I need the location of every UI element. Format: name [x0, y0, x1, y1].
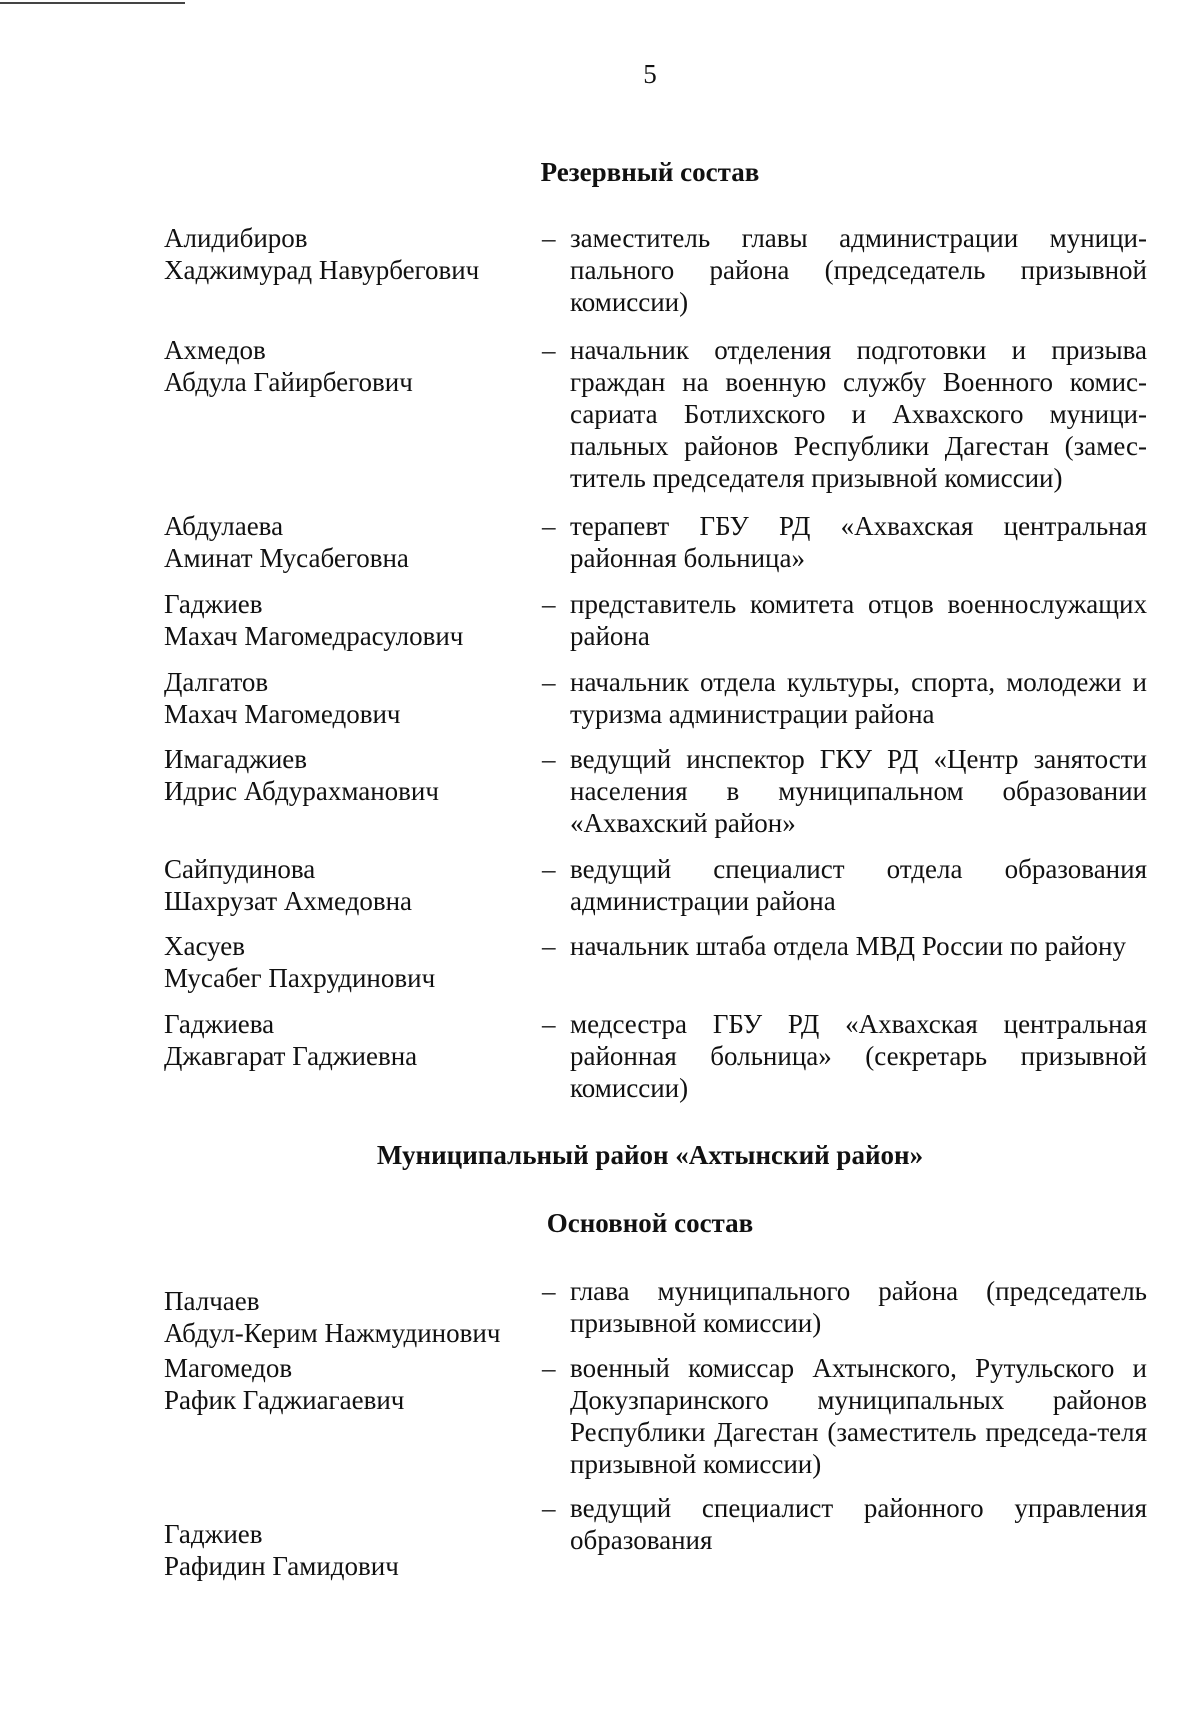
- member-role: ведущий инспектор ГКУ РД «Центр занятости населения в муниципальном образовании «Ахвахский район»: [570, 744, 1147, 838]
- member-role: начальник отделения подготовки и призыва граждан на военную службу Военного комис-сариата Ботлихского и Ахвахского муници-пальных районов Республики Дагестан (замес-титель председателя призывной комиссии): [570, 335, 1147, 493]
- dash: –: [542, 744, 556, 774]
- scan-edge-line: [0, 2, 185, 4]
- member-role: военный комиссар Ахтынского, Рутульского и Докузпаринского муниципальных районов Республики Дагестан (заместитель председа-теля призывной комиссии): [570, 1353, 1147, 1479]
- member-name: Магомедов Рафик Гаджиагаевич: [164, 1353, 405, 1415]
- page-number: 5: [643, 59, 657, 89]
- member-role: глава муниципального района (председатель призывной комиссии): [570, 1276, 1147, 1338]
- dash: –: [542, 1353, 556, 1383]
- member-name: Гаджиева Джавгарат Гаджиевна: [164, 1009, 418, 1071]
- member-name: Ахмедов Абдула Гайирбегович: [164, 335, 413, 397]
- member-role: начальник штаба отдела МВД России по району: [570, 931, 1126, 961]
- dash: –: [542, 223, 556, 253]
- member-role: ведущий специалист отдела образования администрации района: [570, 854, 1147, 916]
- member-role: представитель комитета отцов военнослужащих района: [570, 589, 1147, 651]
- member-name: Далгатов Махач Магомедович: [164, 667, 401, 729]
- dash: –: [542, 589, 556, 619]
- member-name: Хасуев Мусабег Пахрудинович: [164, 931, 436, 993]
- member-name: Абдулаева Аминат Мусабеговна: [164, 511, 409, 573]
- member-role: начальник отдела культуры, спорта, молодежи и туризма администрации района: [570, 667, 1147, 729]
- member-name: Палчаев Абдул-Керим Нажмудинович: [164, 1286, 501, 1348]
- dash: –: [542, 931, 556, 961]
- member-name: Гаджиев Рафидин Гамидович: [164, 1519, 399, 1581]
- member-name: Имагаджиев Идрис Абдурахманович: [164, 744, 439, 806]
- member-role: заместитель главы администрации муници-пального района (председатель призывной комиссии): [570, 223, 1147, 317]
- dash: –: [542, 1009, 556, 1039]
- dash: –: [542, 1276, 556, 1306]
- dash: –: [542, 335, 556, 365]
- member-role: терапевт ГБУ РД «Ахвахская центральная районная больница»: [570, 511, 1147, 573]
- heading-reserve-composition: Резервный состав: [540, 157, 760, 187]
- member-name: Сайпудинова Шахрузат Ахмедовна: [164, 854, 412, 916]
- member-role: ведущий специалист районного управления образования: [570, 1493, 1147, 1555]
- member-name: Алидибиров Хаджимурад Навурбегович: [164, 223, 480, 285]
- member-role: медсестра ГБУ РД «Ахвахская центральная районная больница» (секретарь призывной комиссии): [570, 1009, 1147, 1103]
- dash: –: [542, 511, 556, 541]
- member-name: Гаджиев Махач Магомедрасулович: [164, 589, 464, 651]
- heading-district: Муниципальный район «Ахтынский район»: [376, 1140, 924, 1170]
- heading-main-composition: Основной состав: [546, 1208, 754, 1238]
- dash: –: [542, 854, 556, 884]
- dash: –: [542, 667, 556, 697]
- dash: –: [542, 1493, 556, 1523]
